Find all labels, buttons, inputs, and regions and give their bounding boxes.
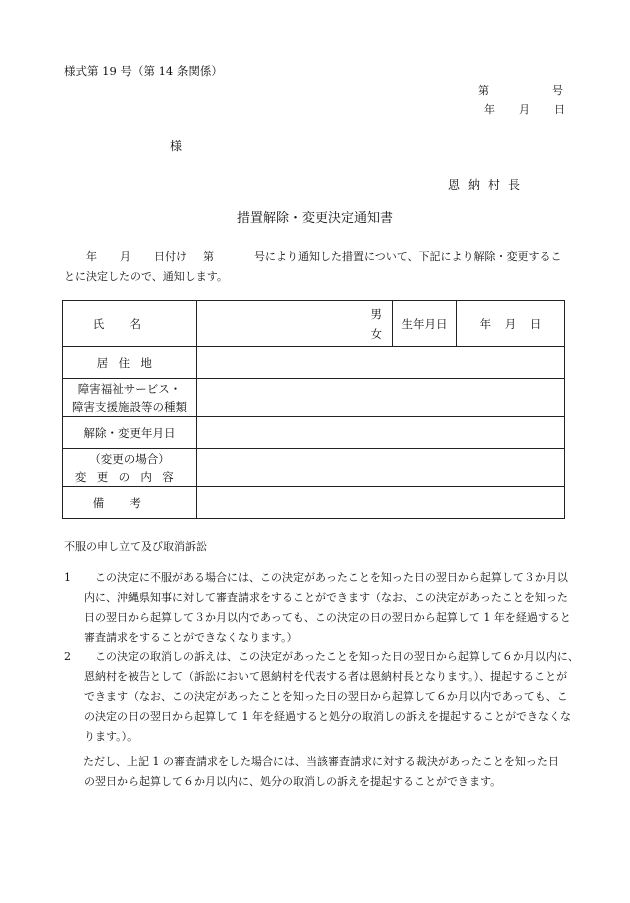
table-row bbox=[63, 417, 565, 449]
form-number: 様式第 19 号（第 14 条関係） bbox=[64, 64, 223, 78]
issue-date bbox=[484, 104, 565, 115]
facility-type-label-2: 障害支援施設等の種類 bbox=[72, 399, 187, 414]
table-row bbox=[63, 379, 565, 417]
appeal-item-2-text bbox=[84, 647, 579, 747]
appeal-item-2-line: できます（なお、この決定があったことを知った日の翌日から起算して６か月以内であっても、こ bbox=[84, 690, 568, 703]
appeal-item-1-line: この決定に不服がある場合には、この決定があったことを知った日の翌日から起算して３か月以 bbox=[84, 571, 568, 584]
change-content-label-1: （変更の場合） bbox=[89, 451, 170, 466]
birth-date-label: 生年月日 bbox=[401, 316, 448, 331]
birth-day: 日 bbox=[529, 316, 542, 331]
appeal-item-2-line: この決定の取消しの訴えは、この決定があったことを知った日の翌日から起算して６か月以内に、 bbox=[84, 650, 579, 663]
name-value-cell[interactable] bbox=[197, 301, 393, 347]
appeal-note bbox=[64, 752, 574, 792]
table-row bbox=[63, 301, 565, 347]
sender: 恩納村長 bbox=[448, 178, 529, 192]
document-number bbox=[478, 85, 563, 96]
change-content-value-cell[interactable] bbox=[197, 449, 565, 487]
document-number-prefix: 第 bbox=[478, 84, 489, 97]
issue-date-year: 年 bbox=[484, 103, 495, 116]
birth-month: 月 bbox=[504, 316, 517, 331]
appeal-note-line: ただし、上記 1 の審査請求をした場合には、当該審査請求に対する裁決があったことを知った日 bbox=[72, 755, 559, 768]
cancel-date-label: 解除・変更年月日 bbox=[83, 425, 176, 440]
intro-paragraph bbox=[64, 247, 574, 287]
appeal-item-2-line: ります。）。 bbox=[84, 730, 139, 743]
name-label-cell bbox=[63, 301, 197, 347]
recipient-table bbox=[62, 300, 565, 519]
change-content-label-cell bbox=[63, 449, 197, 487]
sex-female: 女 bbox=[370, 326, 382, 341]
remarks-label: 備考 bbox=[92, 495, 167, 510]
name-label: 氏名 bbox=[92, 316, 167, 331]
address-label: 居住地 bbox=[96, 355, 163, 370]
facility-type-label-1: 障害福祉サービス・ bbox=[77, 381, 182, 396]
cancel-date-label-cell bbox=[63, 417, 197, 449]
addressee: 様 bbox=[170, 139, 183, 153]
intro-line-2: とに決定したので、通知します。 bbox=[64, 270, 228, 283]
appeal-item-1-line: 日の翌日から起算して３か月以内であっても、この決定の日の翌日から起算して 1 年を経過すると bbox=[84, 611, 571, 624]
birth-date-value-cell[interactable] bbox=[457, 301, 565, 347]
facility-type-value-cell[interactable] bbox=[197, 379, 565, 417]
issue-date-day: 日 bbox=[554, 103, 565, 116]
issue-date-month: 月 bbox=[519, 103, 530, 116]
appeal-item-2-line: の決定の日の翌日から起算して 1 年を経過すると処分の取消しの訴えを提起することができなくな bbox=[84, 710, 571, 723]
cancel-date-value-cell[interactable] bbox=[197, 417, 565, 449]
address-value-cell[interactable] bbox=[197, 347, 565, 379]
birth-year: 年 bbox=[479, 316, 492, 331]
page-title: 措置解除・変更決定通知書 bbox=[236, 211, 393, 226]
intro-year: 年 bbox=[86, 250, 97, 263]
appeal-item-1-line: 審査請求をすることができなくなります。） bbox=[84, 631, 298, 644]
table-row bbox=[63, 449, 565, 487]
appeal-item-1-number: 1 bbox=[64, 571, 71, 584]
birth-date-label-cell bbox=[393, 301, 457, 347]
appeal-item-2 bbox=[64, 647, 579, 747]
appeal-item-1-line: 内に、沖縄県知事に対して審査請求をすることができます（なお、この決定があったことを知った bbox=[84, 591, 568, 604]
appeal-item-1-text bbox=[84, 568, 574, 648]
facility-type-label-cell bbox=[63, 379, 197, 417]
document-number-suffix: 号 bbox=[552, 84, 563, 97]
address-label-cell bbox=[63, 347, 197, 379]
appeal-item-2-number: 2 bbox=[64, 650, 71, 663]
remarks-label-cell bbox=[63, 487, 197, 519]
intro-line-1 bbox=[64, 247, 574, 267]
change-content-label-2: 変更の内容 bbox=[74, 469, 185, 484]
sex-male: 男 bbox=[370, 306, 382, 321]
appeal-item-1 bbox=[64, 568, 574, 648]
intro-line1-tail: 号により通知した措置について、下記により解除・変更するこ bbox=[254, 250, 562, 263]
appeal-section-title: 不服の申し立て及び取消訴訟 bbox=[64, 540, 207, 553]
intro-month: 月 bbox=[120, 250, 131, 263]
appeal-note-line: の翌日から起算して６か月以内に、処分の取消しの訴えを提起することができます。 bbox=[84, 775, 502, 788]
table-row bbox=[63, 347, 565, 379]
intro-no-prefix: 第 bbox=[203, 250, 214, 263]
table-row bbox=[63, 487, 565, 519]
intro-dated: 日付け bbox=[154, 250, 187, 263]
remarks-value-cell[interactable] bbox=[197, 487, 565, 519]
appeal-item-2-line: 恩納村を被告として（訴訟において恩納村を代表する者は恩納村長となります。）、提起することが bbox=[84, 670, 568, 683]
